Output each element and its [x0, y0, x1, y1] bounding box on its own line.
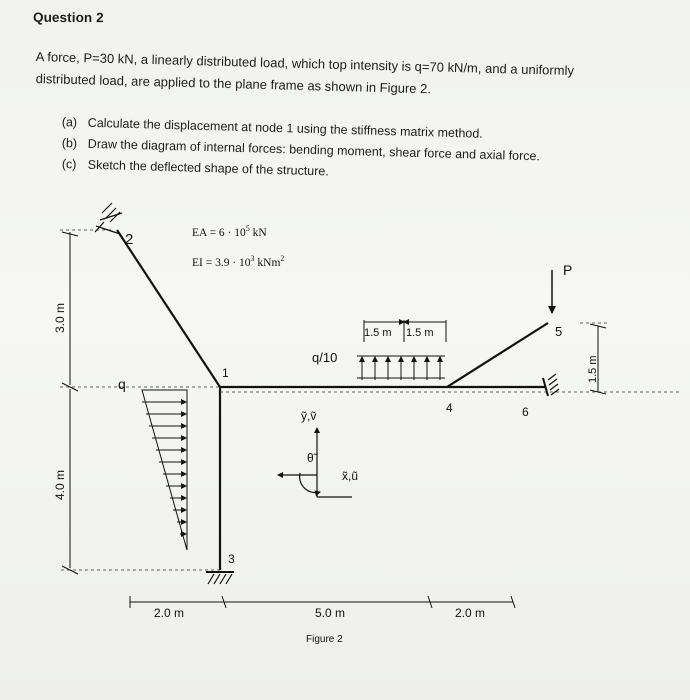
member-2-1	[117, 230, 220, 387]
reference-dashes	[60, 230, 680, 570]
y-axis-label: ỹ,ṽ	[301, 409, 317, 423]
task-b: (b) Draw the diagram of internal forces: bending moment, shear force and axial force.	[61, 136, 541, 164]
local-axes	[278, 428, 352, 497]
frame-members	[117, 230, 548, 570]
dim-w-right: 2.0 m	[455, 606, 486, 620]
dim-h-top: 3.0 m	[53, 302, 67, 333]
task-c: (c) Sketch the deflected shape of the structure.	[61, 157, 330, 179]
intro-line-1: A force, P=30 kN, a linearly distributed load, which top intensity is q=70 kN/m, and a uniformly	[35, 49, 575, 79]
support-node-2	[95, 203, 122, 234]
dim-h-right: 1.5 m	[587, 355, 599, 383]
node-2-label: 2	[125, 231, 134, 248]
udl-dim-b: 1.5 m	[406, 327, 434, 339]
udl-dim-a: 1.5 m	[364, 327, 392, 339]
dim-h-bottom: 4.0 m	[53, 469, 67, 500]
triangular-load	[142, 390, 187, 550]
theta-label: θ̃	[307, 451, 314, 465]
figure-caption: Figure 2	[306, 634, 343, 645]
support-node-3	[206, 572, 234, 584]
member-4-5	[447, 323, 548, 387]
node-5-label: 5	[555, 324, 563, 339]
task-a: (a) Calculate the displacement at node 1 using the stiffness matrix method.	[61, 115, 483, 141]
load-q10-label: q/10	[312, 350, 338, 365]
node-3-label: 3	[228, 552, 235, 566]
load-p-label: P	[563, 262, 573, 278]
ea-label: EA = $6 \cdot 10^5$ kN	[192, 224, 267, 239]
dim-w-mid: 5.0 m	[315, 606, 346, 620]
ei-label: EI = $3.9 \cdot 10^3$ kNm$^2$	[192, 254, 285, 269]
node-4-label: 4	[446, 401, 453, 415]
node-6-label: 6	[522, 405, 529, 419]
question-title: Question 2	[32, 9, 104, 26]
x-axis-label: x̃,ũ	[342, 469, 359, 483]
load-q-label: q	[118, 376, 126, 392]
intro-line-2: distributed load, are applied to the plane frame as shown in Figure 2.	[35, 71, 432, 97]
node-1-label: 1	[222, 366, 229, 380]
left-dimensions	[62, 232, 78, 574]
support-node-6	[543, 374, 559, 396]
dim-w-left: 2.0 m	[154, 606, 185, 620]
